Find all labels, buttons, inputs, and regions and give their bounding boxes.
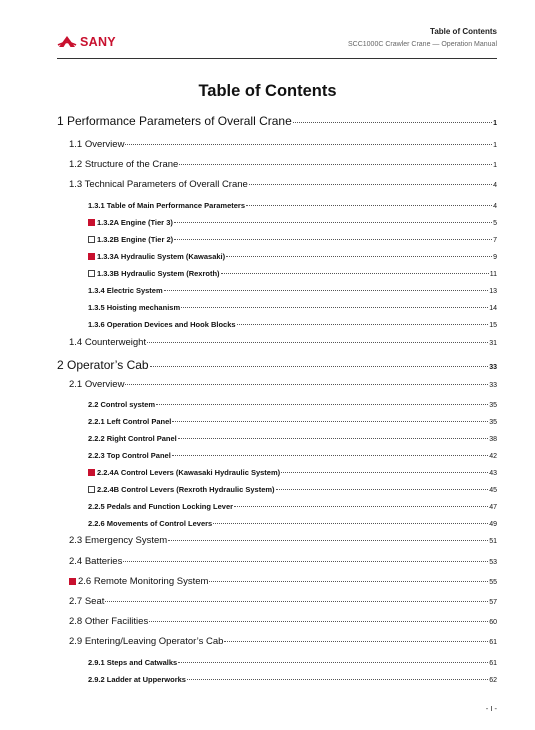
toc-entry-label: [57, 114, 292, 128]
toc-entry-text: 1.3.2A Engine (Tier 3): [97, 218, 173, 227]
toc-entry-label: [69, 636, 223, 647]
toc-entry-text: 2.9.2 Ladder at Upperworks: [88, 675, 186, 684]
toc-entry-text: 1.1 Overview: [69, 139, 125, 150]
toc-entry-text: 2.2.2 Right Control Panel: [88, 434, 177, 443]
toc-entry-text: 1.3.2B Engine (Tier 2): [97, 235, 174, 244]
dot-leader: [281, 472, 488, 473]
toc-entry-page: 15: [489, 322, 497, 329]
toc-entry-text: 2.2.6 Movements of Control Levers: [88, 519, 213, 528]
toc-entry-text: 2.4 Batteries: [69, 556, 123, 567]
dot-leader: [246, 205, 492, 206]
toc-entry[interactable]: [57, 485, 497, 494]
toc-entry-page: 31: [489, 340, 497, 347]
toc-entry-text: 2.2.4B Control Levers (Rexroth Hydraulic System): [97, 485, 275, 494]
dot-leader: [156, 404, 488, 405]
toc-entry-label: [88, 320, 236, 329]
toc-entry-page: 45: [489, 487, 497, 494]
toc-entry-label: [88, 286, 163, 295]
toc-entry-page: 13: [489, 288, 497, 295]
toc-entry-text: 2.8 Other Facilities: [69, 616, 149, 627]
toc-entry-text: 1.3.5 Hoisting mechanism: [88, 303, 181, 312]
dot-leader: [174, 222, 492, 223]
toc-entry[interactable]: [57, 417, 497, 426]
filled-square-icon: [88, 219, 95, 226]
toc-entry-page: 51: [489, 538, 497, 545]
toc-entry-label: [69, 596, 104, 607]
toc-entry-text: 2.2.5 Pedals and Function Locking Lever: [88, 502, 234, 511]
toc-entry-label: [88, 451, 171, 460]
dot-leader: [179, 164, 492, 165]
toc-entry-text: 1.3.4 Electric System: [88, 286, 163, 295]
toc-entry-text: 2.7 Seat: [69, 596, 105, 607]
empty-square-icon: [88, 270, 95, 277]
dot-leader: [249, 184, 492, 185]
toc-entry[interactable]: [57, 159, 497, 170]
toc-entry-text: 1.4 Counterweight: [69, 337, 147, 348]
toc-entry-text: 2.2 Control system: [88, 400, 156, 409]
dot-leader: [209, 581, 488, 582]
toc-entry-label: [88, 658, 177, 667]
toc-entry[interactable]: [57, 252, 497, 261]
toc-entry-page: 61: [489, 660, 497, 667]
toc-entry-label: [88, 675, 186, 684]
toc-entry-label: [88, 434, 177, 443]
toc-entry-label: [88, 417, 171, 426]
toc-entry[interactable]: [57, 434, 497, 443]
toc-entry-page: 35: [489, 402, 497, 409]
toc-entry-page: 53: [489, 559, 497, 566]
toc-entry-page: 38: [489, 436, 497, 443]
toc-entry-text: 2.6 Remote Monitoring System: [78, 576, 209, 587]
filled-square-icon: [69, 578, 76, 585]
toc-entry-page: 7: [493, 237, 497, 244]
toc-entry-label: [69, 179, 248, 190]
dot-leader: [172, 455, 488, 456]
toc-entry-label: [69, 616, 148, 627]
toc-entry-text: 1.3.1 Table of Main Performance Parameters: [88, 201, 246, 210]
toc-entry-page: 33: [489, 364, 497, 371]
toc-entry-page: 11: [489, 271, 497, 278]
brand-name: SANY: [80, 35, 116, 49]
toc-entry[interactable]: [57, 320, 497, 329]
dot-leader: [181, 307, 488, 308]
dot-leader: [105, 601, 488, 602]
filled-square-icon: [88, 253, 95, 260]
toc-entry-label: [69, 139, 124, 150]
toc-entry-page: 57: [489, 599, 497, 606]
toc-entry-text: 2.2.4A Control Levers (Kawasaki Hydraulic System): [97, 468, 281, 477]
toc-entry[interactable]: [57, 358, 497, 372]
dot-leader: [178, 662, 488, 663]
toc-entry-label: [88, 218, 173, 227]
page-header: [57, 24, 497, 59]
toc-entry[interactable]: [57, 337, 497, 348]
toc-entry[interactable]: [57, 502, 497, 511]
toc-entry-text: 1.3 Technical Parameters of Overall Crane: [69, 179, 248, 190]
toc-entry[interactable]: [57, 576, 497, 587]
toc-entry[interactable]: [57, 201, 497, 210]
toc-entry-page: 9: [493, 254, 497, 261]
dot-leader: [293, 122, 492, 123]
toc-entry-label: [57, 358, 149, 372]
toc-entry[interactable]: [57, 303, 497, 312]
toc-entry-label: [69, 337, 146, 348]
toc-entry-page: 1: [493, 162, 497, 169]
toc-entry-text: 2 Operator’s Cab: [57, 358, 149, 372]
toc-entry-text: 2.9.1 Steps and Catwalks: [88, 658, 178, 667]
dot-leader: [149, 621, 488, 622]
toc-entry[interactable]: [57, 218, 497, 227]
dot-leader: [168, 540, 488, 541]
dot-leader: [237, 324, 489, 325]
toc-entry[interactable]: [57, 556, 497, 567]
toc-entry-page: 1: [493, 142, 497, 149]
toc-entry[interactable]: [57, 179, 497, 190]
toc-entry-page: 62: [489, 677, 497, 684]
toc-entry-page: 42: [489, 453, 497, 460]
dot-leader: [147, 342, 488, 343]
toc-entry-page: 61: [489, 639, 497, 646]
page-title: Table of Contents: [198, 82, 337, 100]
dot-leader: [123, 561, 488, 562]
toc-entry-label: [88, 485, 275, 494]
toc-entry-page: 33: [489, 382, 497, 389]
toc-entry-page: 5: [493, 220, 497, 227]
toc-entry[interactable]: [57, 675, 497, 684]
empty-square-icon: [88, 486, 95, 493]
toc-entry[interactable]: [57, 286, 497, 295]
toc-entry[interactable]: [57, 636, 497, 647]
dot-leader: [276, 489, 489, 490]
toc-entry-label: [88, 235, 173, 244]
toc-entry-page: 55: [489, 579, 497, 586]
dot-leader: [187, 679, 488, 680]
toc-entry-text: 1.3.3B Hydraulic System (Rexroth): [97, 269, 220, 278]
toc-entry[interactable]: [57, 658, 497, 667]
toc-entry-label: [88, 303, 180, 312]
filled-square-icon: [88, 469, 95, 476]
toc-entry-label: [88, 468, 280, 477]
toc-entry-label: [88, 201, 245, 210]
dot-leader: [224, 641, 488, 642]
toc-entry-text: 2.1 Overview: [69, 379, 125, 390]
toc-entry-label: [88, 400, 155, 409]
toc-entry-text: 2.9 Entering/Leaving Operator’s Cab: [69, 636, 224, 647]
toc-entry[interactable]: [57, 400, 497, 409]
empty-square-icon: [88, 236, 95, 243]
toc-entry[interactable]: [57, 451, 497, 460]
toc-entry-page: 43: [489, 470, 497, 477]
dot-leader: [125, 144, 492, 145]
toc-entry-label: [69, 535, 167, 546]
toc-entry-label: [69, 556, 122, 567]
toc-entry-text: 1.3.6 Operation Devices and Hook Blocks: [88, 320, 236, 329]
dot-leader: [226, 256, 492, 257]
toc-entry[interactable]: [57, 269, 497, 278]
dot-leader: [178, 438, 488, 439]
page-number: - I -: [485, 704, 497, 713]
dot-leader: [150, 366, 489, 367]
dot-leader: [213, 523, 488, 524]
header-title: Table of Contents: [430, 27, 497, 36]
toc-entry-label: [88, 252, 225, 261]
toc-entry-page: 4: [493, 203, 497, 210]
dot-leader: [125, 384, 488, 385]
toc-entry[interactable]: [57, 535, 497, 546]
toc-entry-text: 1 Performance Parameters of Overall Crane: [57, 114, 292, 128]
dot-leader: [164, 290, 489, 291]
toc-entry-page: 14: [489, 305, 497, 312]
toc-entry-text: 1.3.3A Hydraulic System (Kawasaki): [97, 252, 226, 261]
toc-entry-page: 60: [489, 619, 497, 626]
toc-entry[interactable]: [57, 139, 497, 150]
toc-entry-label: [88, 502, 233, 511]
toc-entry-page: 4: [493, 182, 497, 189]
toc-entry-text: 2.2.3 Top Control Panel: [88, 451, 171, 460]
toc-entry-label: [69, 379, 124, 390]
toc-entry[interactable]: [57, 235, 497, 244]
toc-entry[interactable]: [57, 114, 497, 128]
sany-logo: [57, 35, 116, 49]
toc-entry-label: [69, 159, 178, 170]
toc-entry[interactable]: [57, 468, 497, 477]
toc-entry[interactable]: [57, 616, 497, 627]
toc-entry[interactable]: [57, 379, 497, 390]
dot-leader: [172, 421, 488, 422]
toc-entry[interactable]: [57, 596, 497, 607]
toc-entry[interactable]: [57, 519, 497, 528]
toc-entry-page: 1: [493, 120, 497, 127]
sany-logo-icon: [57, 35, 77, 49]
header-subtitle: SCC1000C Crawler Crane — Operation Manual: [347, 41, 497, 48]
toc-entry-label: [88, 269, 220, 278]
dot-leader: [174, 239, 492, 240]
toc-entry-text: 1.2 Structure of the Crane: [69, 159, 179, 170]
toc-entry-label: [88, 519, 212, 528]
toc-entry-page: 47: [489, 504, 497, 511]
toc-entry-text: 2.2.1 Left Control Panel: [88, 417, 172, 426]
toc-entry-text: 2.3 Emergency System: [69, 535, 168, 546]
dot-leader: [221, 273, 489, 274]
dot-leader: [234, 506, 488, 507]
toc-entry-label: [69, 576, 208, 587]
toc-entry-page: 49: [489, 521, 497, 528]
toc-entry-page: 35: [489, 419, 497, 426]
